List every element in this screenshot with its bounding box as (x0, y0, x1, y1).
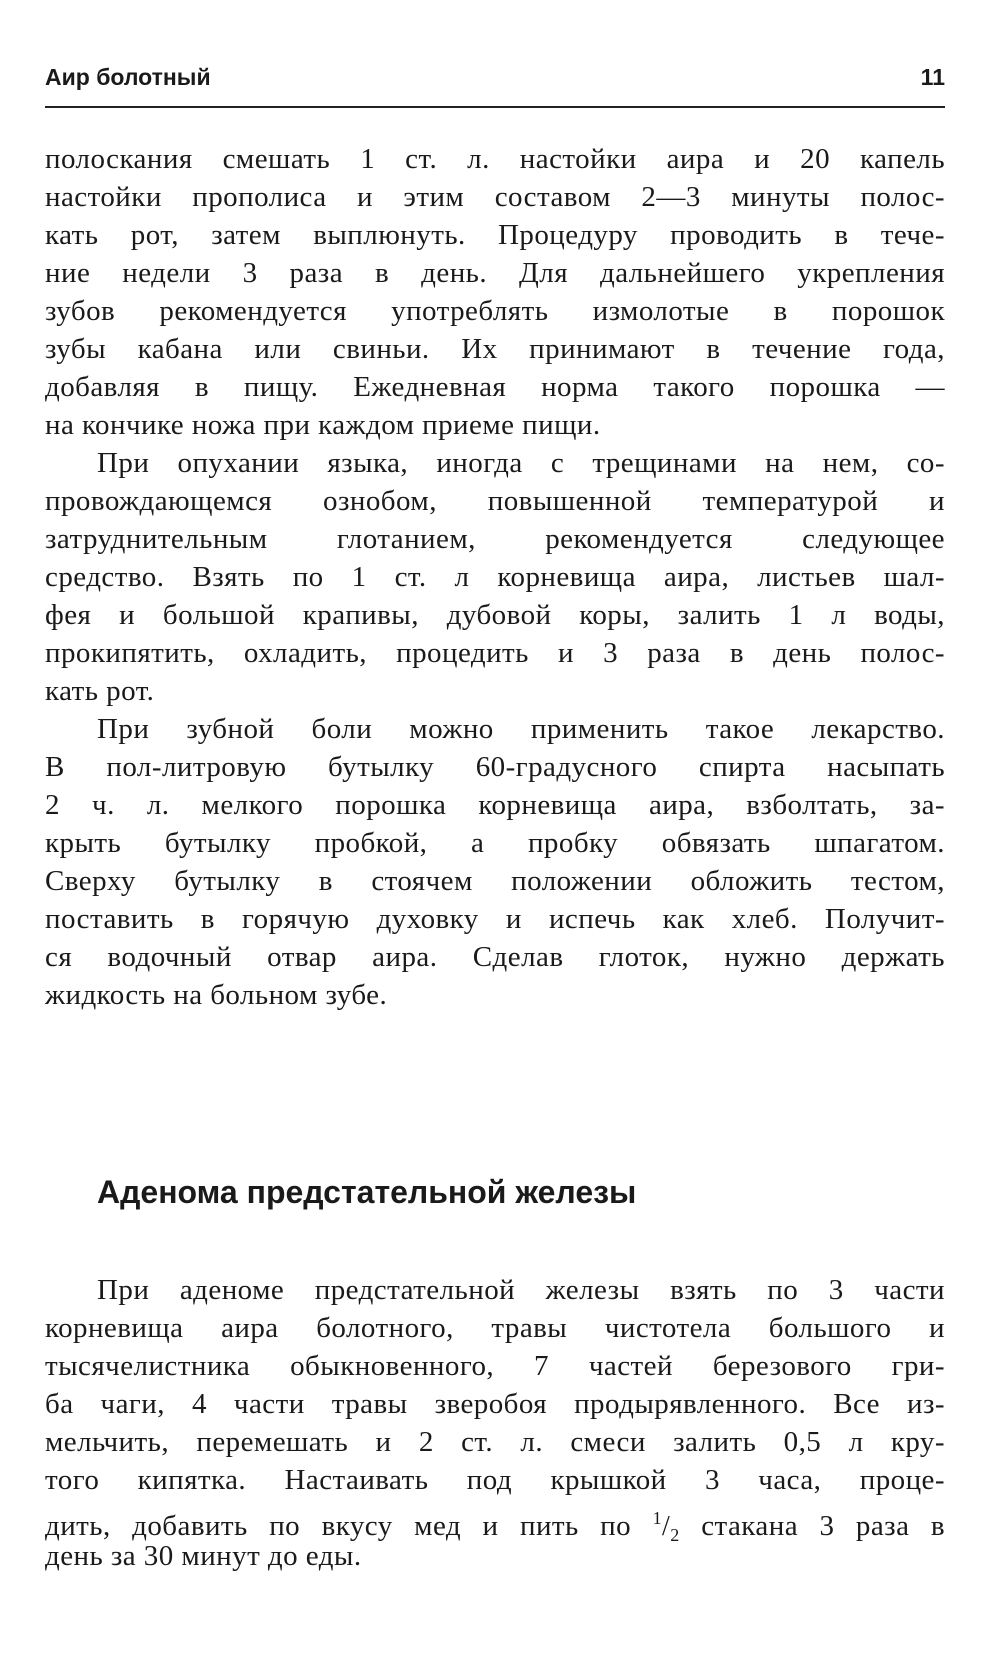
running-head (45, 58, 945, 98)
text-line: ба чаги, 4 части травы зверобоя продырявленного. Все из- (45, 1388, 945, 1420)
text-line: кать рот. (45, 675, 155, 707)
text-line: средство. Взять по 1 ст. л корневища аира, листьев шал- (45, 561, 945, 593)
text-line: крыть бутылку пробкой, а пробку обвязать шпагатом. (45, 827, 945, 859)
text-line: полоскания смешать 1 ст. л. настойки аира и 20 капель (45, 143, 945, 175)
fraction-numerator: 1 (652, 1508, 663, 1528)
section-heading: Аденома предстательной железы (97, 1174, 637, 1210)
fraction-denominator: 2 (670, 1525, 680, 1545)
text-line: затруднительным глотанием, рекомендуется следующее (45, 523, 945, 555)
text-line: добавляя в пищу. Ежедневная норма такого порошка — (45, 371, 945, 403)
text-line: день за 30 минут до еды. (45, 1540, 362, 1572)
text-line: ся водочный отвар аира. Сделав глоток, нужно держать (45, 941, 945, 973)
text-line: Сверху бутылку в стоячем положении обложить тестом, (45, 865, 945, 897)
text-line: жидкость на больном зубе. (45, 979, 388, 1011)
paragraph-first-line: При зубной боли можно применить такое лекарство. (97, 713, 945, 745)
line-part: дить, добавить по вкусу мед и пить по (45, 1510, 632, 1542)
text-line: зубов рекомендуется употреблять измолотые в порошок (45, 295, 945, 327)
text-line: мельчить, перемешать и 2 ст. л. смеси залить 0,5 л кру- (45, 1426, 945, 1458)
text-line: корневища аира болотного, травы чистотела большого и (45, 1312, 945, 1344)
text-line: на кончике ножа при каждом приеме пищи. (45, 409, 601, 441)
text-line: того кипятка. Настаивать под крышкой 3 часа, проце- (45, 1464, 945, 1496)
text-line: поставить в горячую духовку и испечь как хлеб. Получит- (45, 903, 945, 935)
fraction-slash: / (662, 1511, 671, 1542)
text-line: зубы кабана или свиньи. Их принимают в течение года, (45, 333, 945, 365)
text-line: 2 ч. л. мелкого порошка корневища аира, взболтать, за- (45, 789, 945, 821)
text-line: прокипятить, охладить, процедить и 3 раза в день полос- (45, 637, 945, 669)
text-line: настойки прополиса и этим составом 2—3 минуты полос- (45, 181, 945, 213)
text-line: ние недели 3 раза в день. Для дальнейшего укрепления (45, 257, 945, 289)
line-part: стакана 3 раза в (701, 1510, 945, 1542)
page-number: 11 (920, 64, 945, 90)
text-line: провождающемся ознобом, повышенной температурой и (45, 485, 945, 517)
paragraph-first-line: При опухании языка, иногда с трещинами на нем, со- (97, 447, 945, 479)
text-line: В пол-литровую бутылку 60-градусного спирта насыпать (45, 751, 945, 783)
text-line: фея и большой крапивы, дубовой коры, залить 1 л воды, (45, 599, 945, 631)
header-rule (45, 106, 945, 108)
paragraph-first-line: При аденоме предстательной железы взять по 3 части (97, 1274, 945, 1306)
text-line: кать рот, затем выплюнуть. Процедуру проводить в тече- (45, 219, 945, 251)
text-line: тысячелистника обыкновенного, 7 частей березового гри- (45, 1350, 945, 1382)
running-head-title: Аир болотный (45, 64, 211, 90)
